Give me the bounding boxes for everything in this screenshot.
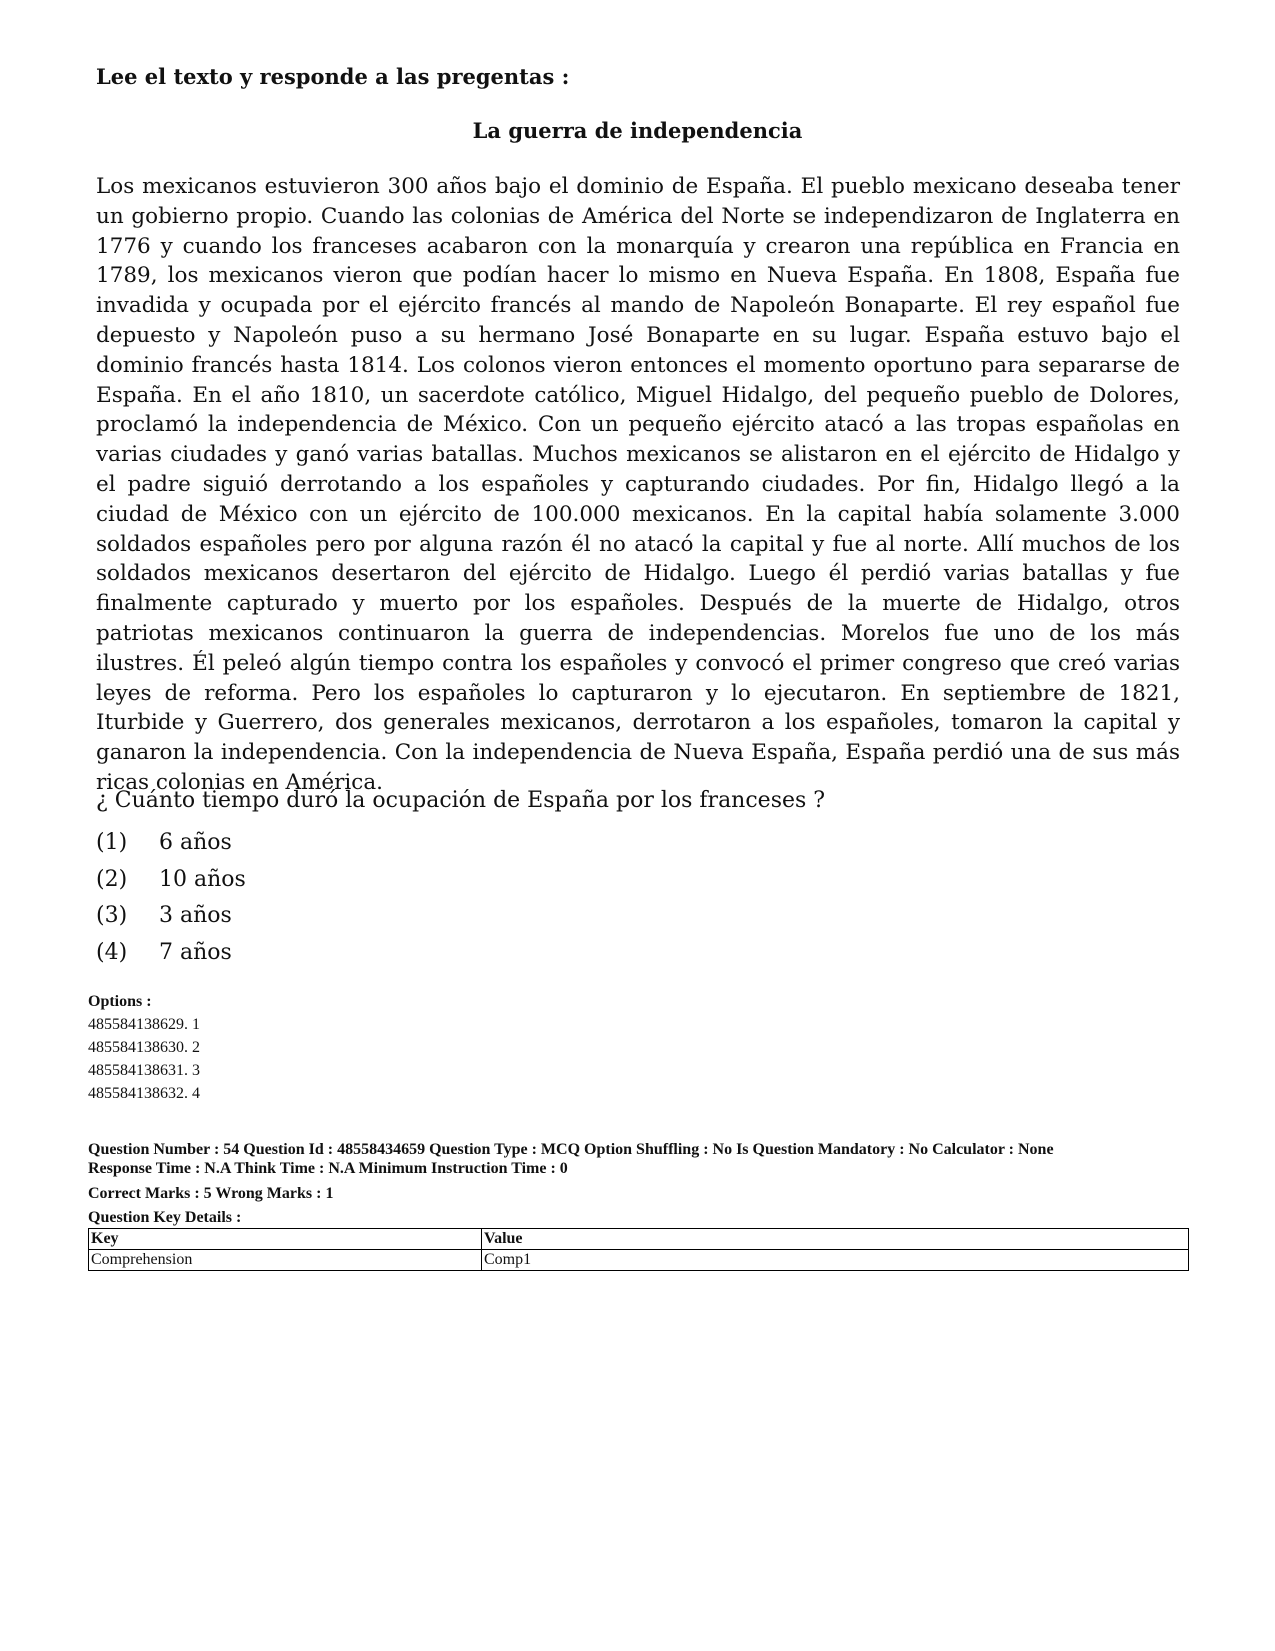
table-header-cell: Value (482, 1229, 1189, 1250)
option-id-item: 485584138629. 1 (88, 1016, 200, 1033)
answer-choices (96, 825, 246, 971)
options-header: Options : (88, 993, 152, 1010)
choice-text: 6 años (159, 830, 232, 855)
table-row (89, 1250, 1189, 1271)
passage-text: Los mexicanos estuvieron 300 años bajo el dominio de España. El pueblo mexicano deseaba tener un gobierno propio. Cuando las colonias de América del Norte se independizaron de Inglaterra en 1776 y cuando los franceses acabaron con la monarquía y crearon una república en Francia en 1789, los mexicanos vieron que podían hacer lo mismo en Nueva España. En 1808, España fue invadida y ocupada por el ejército francés al mando de Napoleón Bonaparte. El rey español fue depuesto y Napoleón puso a su hermano José Bonaparte en su lugar. España estuvo bajo el dominio francés hasta 1814. Los colonos vieron entonces el momento oportuno para separarse de España. En el año 1810, un sacerdote católico, Miguel Hidalgo, del pequeño pueblo de Dolores, proclamó la independencia de México. Con un pequeño ejército atacó a las tropas españolas en varias ciudades y ganó varias batallas. Muchos mexicanos se alistaron en el ejército de Hidalgo y el padre siguió derrotando a los españoles y capturando ciudades. Por fin, Hidalgo llegó a la ciudad de México con un ejército de 100.000 mexicanos. En la capital había solamente 3.000 soldados españoles pero por alguna razón él no atacó la capital y fue al norte. Allí muchos de los soldados mexicanos desertaron del ejército de Hidalgo. Luego él perdió varias batallas y fue finalmente capturado y muerto por los españoles. Después de la muerte de Hidalgo, otros patriotas mexicanos continuaron la guerra de independencias. Morelos fue uno de los más ilustres. Él peleó algún tiempo contra los españoles y convocó el primer congreso que creó varias leyes de reforma. Pero los españoles lo capturaron y lo ejecutaron. En septiembre de 1821, Iturbide y Guerrero, dos generales mexicanos, derrotaron a los españoles, tomaron la capital y ganaron la independencia. Con la independencia de Nueva España, España perdió una de sus más ricas colonias en América. (96, 174, 1180, 795)
option-id-item: 485584138631. 3 (88, 1062, 200, 1079)
key-details-label: Question Key Details : (88, 1209, 242, 1226)
choice-number: (3) (96, 903, 128, 928)
choice-number: (1) (96, 830, 128, 855)
table-header-cell: Key (89, 1229, 482, 1250)
question-metadata (88, 1140, 1188, 1227)
marks-info-line: Correct Marks : 5 Wrong Marks : 1 (88, 1185, 334, 1202)
key-details-table (88, 1228, 1189, 1271)
choice-item (96, 898, 246, 935)
choice-item (96, 935, 246, 972)
choice-number: (4) (96, 939, 128, 965)
question-text: ¿ Cuánto tiempo duró la ocupación de España por los franceses ? (96, 788, 826, 813)
table-cell: Comprehension (89, 1250, 482, 1271)
instruction-heading: Lee el texto y responde a las pregentas : (96, 64, 570, 89)
passage-title: La guerra de independencia (472, 118, 803, 143)
choice-text: 3 años (159, 903, 232, 928)
choice-number: (2) (96, 866, 128, 892)
choice-item (96, 862, 246, 899)
option-id-item: 485584138630. 2 (88, 1039, 200, 1056)
timing-info-line: Response Time : N.A Think Time : N.A Minimum Instruction Time : 0 (88, 1160, 568, 1177)
choice-text: 10 años (159, 866, 246, 892)
choice-item (96, 825, 246, 862)
choice-text: 7 años (159, 939, 232, 965)
table-cell: Comp1 (482, 1250, 1189, 1271)
option-id-item: 485584138632. 4 (88, 1085, 200, 1102)
options-list (88, 990, 200, 1105)
question-info-line: Question Number : 54 Question Id : 48558434659 Question Type : MCQ Option Shuffling : No Is Question Mandatory : No Calculator : None (88, 1141, 1054, 1158)
table-header-row (89, 1229, 1189, 1250)
